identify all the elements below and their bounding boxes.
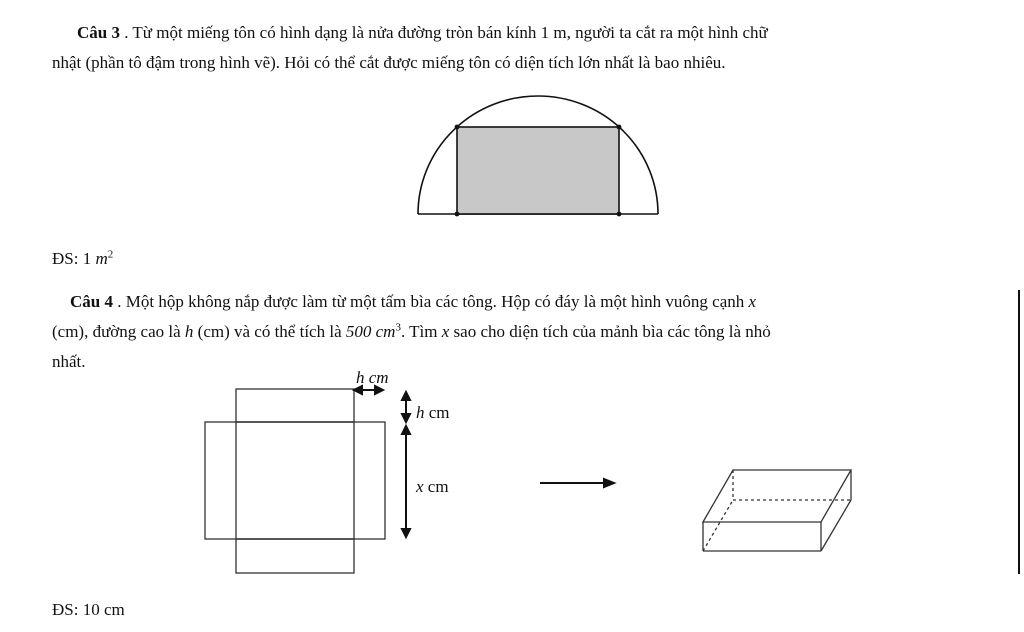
q4-volume-exp: 3 xyxy=(395,321,401,334)
q3-text-1: . Từ một miếng tôn có hình dạng là nửa đường tròn bán kính 1 m, người ta cắt ra một hình chữ xyxy=(119,23,768,42)
label-x-side: x cm xyxy=(416,477,449,496)
q4-volume: 500 cm xyxy=(345,322,396,341)
q4-text-3: nhất. xyxy=(52,352,86,371)
q4-label: Câu 4 xyxy=(70,292,113,311)
corner-point xyxy=(455,212,460,217)
q4-text-2d: sao cho diện tích của mảnh bìa các tông là nhỏ xyxy=(449,322,771,341)
box-bottom-right xyxy=(821,500,851,551)
q3-answer-prefix: ĐS: xyxy=(52,249,83,268)
q4-var-h: h xyxy=(184,322,194,341)
q4-answer xyxy=(52,597,125,623)
transform-arrowhead xyxy=(604,479,614,487)
q4-text-2c: . Tìm xyxy=(400,322,442,341)
q3-text-2: nhật (phần tô đậm trong hình vẽ). Hỏi có thể cắt được miếng tôn có diện tích lớn nhất là bao nhiêu. xyxy=(52,53,726,72)
q4-text-2b: (cm) và có thể tích là xyxy=(193,322,346,341)
label-h-top: h cm xyxy=(356,368,389,387)
h-side-arrowhead-down xyxy=(402,414,410,422)
dimension-arrows xyxy=(354,386,614,537)
q4-line2 xyxy=(52,319,771,345)
corner-point xyxy=(617,212,622,217)
q4-line3 xyxy=(52,349,86,375)
label-h-side: h cm xyxy=(416,403,450,422)
net-base-wide xyxy=(205,422,385,539)
q4-text-1: . Một hộp không nắp được làm từ một tấm bìa các tông. Hộp có đáy là một hình vuông cạnh xyxy=(112,292,749,311)
h-top-arrowhead-right xyxy=(375,386,383,394)
net-base-square xyxy=(236,422,354,539)
semicircle-figure xyxy=(418,96,658,216)
shaded-rectangle xyxy=(457,127,619,214)
x-side-arrowhead-up xyxy=(402,426,410,434)
q3-answer-exp: 2 xyxy=(107,248,114,261)
h-top-arrowhead-left xyxy=(354,386,362,394)
x-side-arrowhead-down xyxy=(402,529,410,537)
q4-text-2a: (cm), đường cao là xyxy=(52,322,185,341)
open-box-figure xyxy=(703,470,851,551)
q4-var-x: x xyxy=(748,292,757,311)
q4-line1 xyxy=(70,289,756,315)
box-bottom-left-hidden xyxy=(703,500,733,551)
q4-answer-text: ĐS: 10 cm xyxy=(52,600,125,619)
corner-point xyxy=(617,125,622,130)
cardboard-net-figure xyxy=(205,389,385,573)
q3-label: Câu 3 xyxy=(77,23,120,42)
q3-answer-unit: m xyxy=(95,249,108,268)
corner-point xyxy=(455,125,460,130)
net-flap-top xyxy=(236,389,354,422)
q4-var-x2: x xyxy=(441,322,450,341)
q3-answer xyxy=(52,246,113,272)
net-flap-bottom xyxy=(236,539,354,573)
q3-answer-value: 1 xyxy=(82,249,96,268)
h-side-arrowhead-up xyxy=(402,392,410,400)
